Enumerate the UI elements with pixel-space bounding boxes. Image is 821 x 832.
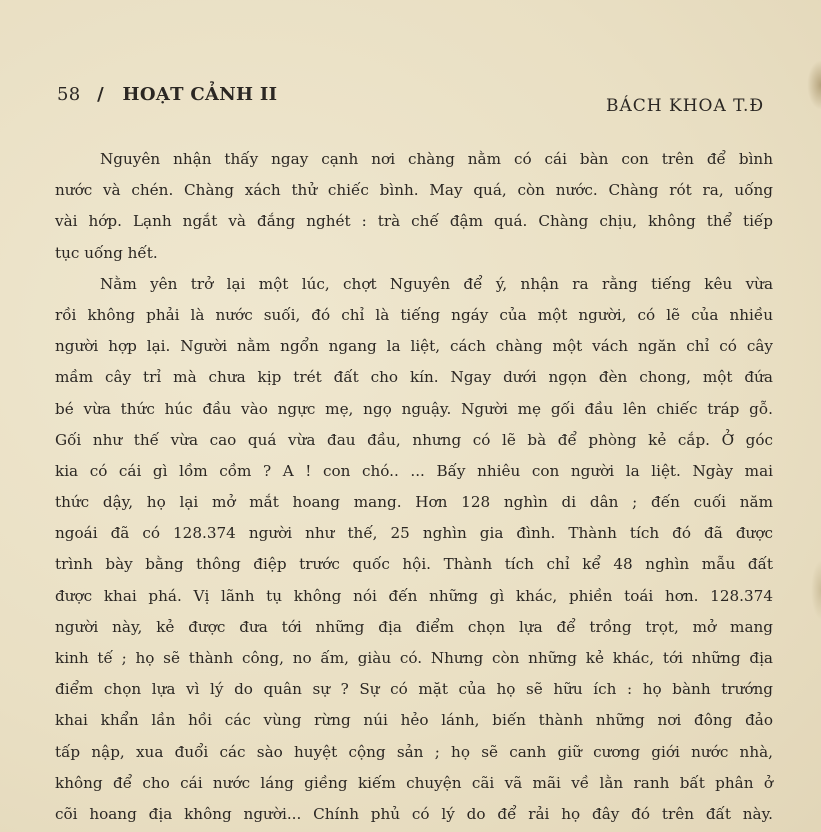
page-edge-shadow bbox=[811, 560, 821, 620]
text-line: ngoái đã có 128.374 người như thế, 25 nghìn gia đình. Thành tích đó đã được bbox=[55, 524, 773, 543]
text-line: khai khẩn lần hồi các vùng rừng núi hẻo lánh, biến thành những nơi đông đảo bbox=[55, 711, 773, 730]
paragraph bbox=[55, 269, 773, 830]
text-line: trình bày bằng thông điệp trước quốc hội. Thành tích chỉ kể 48 nghìn mẫu đất bbox=[55, 555, 773, 574]
text-line: không để cho cái nước láng giềng kiếm chuyện cãi vã mãi về lằn ranh bất phân ở bbox=[55, 773, 773, 792]
text-line: điểm chọn lựa vì lý do quân sự ? Sự có mặt của họ sẽ hữu ích : họ bành trướng bbox=[55, 680, 773, 699]
text-line: kinh tế ; họ sẽ thành công, no ấm, giàu có. Nhưng còn những kẻ khác, tới những địa bbox=[55, 649, 773, 667]
text-line: người hợp lại. Người nằm ngổn ngang la liệt, cách chàng một vách ngăn chỉ có cây bbox=[55, 337, 773, 356]
text-line: thức dậy, họ lại mở mắt hoang mang. Hơn 128 nghìn di dân ; đến cuối năm bbox=[55, 493, 773, 512]
text-line: cõi hoang địa không người... Chính phủ có lý do để rải họ đây đó trên đất này. bbox=[55, 804, 773, 823]
text-line: tấp nập, xua đuổi các sào huyệt cộng sản ; họ sẽ canh giữ cương giới nước nhà, bbox=[55, 742, 773, 761]
page-header-left bbox=[57, 84, 277, 105]
page-edge-stain bbox=[807, 60, 821, 110]
section-title: HOẠT CẢNH II bbox=[122, 84, 278, 105]
text-line: mầm cây trỉ mà chưa kịp trét đất cho kín. Ngay dưới ngọn đèn chong, một đứa bbox=[55, 368, 773, 387]
running-title: BÁCH KHOA T.Đ bbox=[606, 96, 765, 116]
text-line: vài hớp. Lạnh ngắt và đắng nghét : trà chế đậm quá. Chàng chịu, không thể tiếp bbox=[55, 212, 773, 231]
text-line: được khai phá. Vị lãnh tụ không nói đến những gì khác, phiền toái hơn. 128.374 bbox=[55, 586, 773, 605]
text-line: Gối như thế vừa cao quá vừa đau đầu, nhưng có lẽ bà để phòng kẻ cắp. Ở góc bbox=[55, 430, 773, 449]
page-number: 58 bbox=[57, 84, 81, 105]
text-line: người này, kẻ được đưa tới những địa điểm chọn lựa để trồng trọt, mở mang bbox=[55, 617, 773, 636]
text-line: Nằm yên trở lại một lúc, chợt Nguyên để ý, nhận ra rằng tiếng kêu vừa bbox=[100, 274, 773, 293]
text-line: kia có cái gì lồm cồm ? A ! con chó.. ... Bấy nhiêu con người la liệt. Ngày mai bbox=[55, 461, 773, 480]
body-text bbox=[55, 144, 773, 830]
header-separator: / bbox=[97, 84, 104, 105]
text-line: Nguyên nhận thấy ngay cạnh nơi chàng nằm có cái bàn con trên để bình bbox=[100, 150, 773, 168]
text-line: rồi không phải là nước suối, đó chỉ là tiếng ngáy của một người, có lẽ của nhiều bbox=[55, 305, 773, 324]
text-line: bé vừa thức húc đầu vào ngực mẹ, ngọ nguậy. Người mẹ gối đầu lên chiếc tráp gỗ. bbox=[55, 399, 773, 418]
text-line: nước và chén. Chàng xách thử chiếc bình. May quá, còn nước. Chàng rót ra, uống bbox=[55, 181, 773, 200]
text-line: tục uống hết. bbox=[55, 243, 158, 262]
paragraph bbox=[55, 144, 773, 269]
